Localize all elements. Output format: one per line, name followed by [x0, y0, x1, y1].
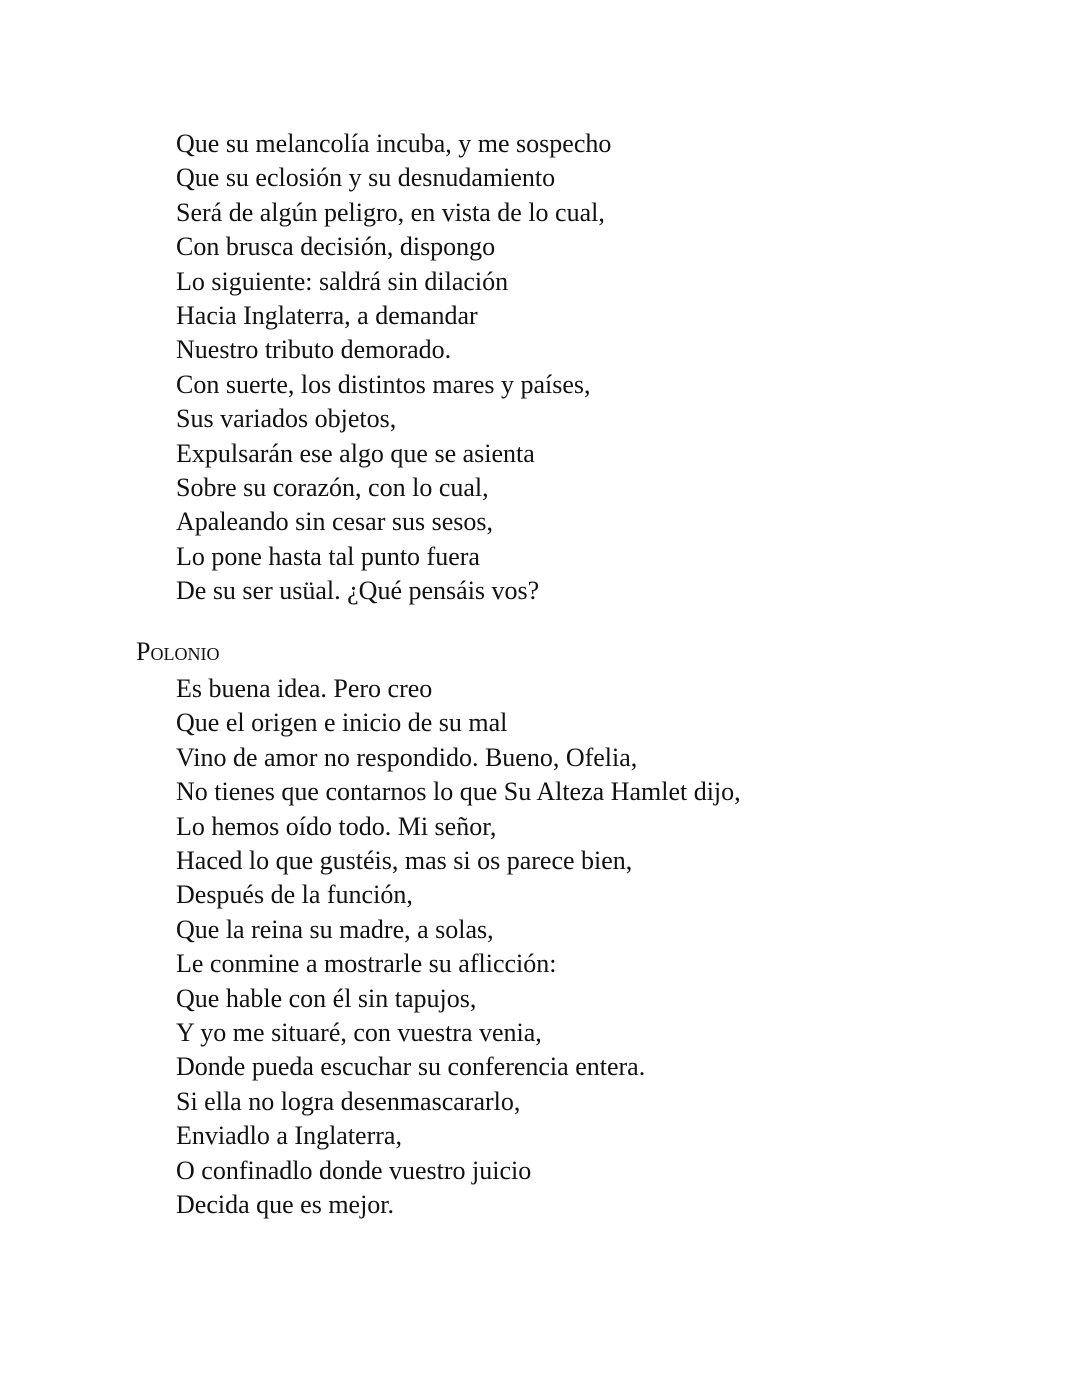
verse-line: Le conmine a mostrarle su aflicción: [176, 949, 557, 979]
verse-line: Si ella no logra desenmascararlo, [176, 1086, 521, 1116]
verse-line: Donde pueda escuchar su conferencia entera. [176, 1052, 646, 1082]
verse-line: Con brusca decisión, dispongo [176, 232, 496, 262]
verse-line: Hacia Inglaterra, a demandar [176, 301, 478, 331]
verse-line: Es buena idea. Pero creo [176, 674, 433, 703]
verse-line: De su ser usüal. ¿Qué pensáis vos? [176, 576, 540, 606]
verse-line: Lo siguiente: saldrá sin dilación [176, 266, 509, 296]
verse-line: Que su melancolía incuba, y me sospecho [176, 129, 612, 158]
verse-line: Haced lo que gustéis, mas si os parece bien, [176, 846, 633, 876]
verse-line: O confinadlo donde vuestro juicio [176, 1155, 532, 1185]
verse-line: Sus variados objetos, [176, 404, 397, 434]
verse-line: Que el origen e inicio de su mal [176, 708, 508, 738]
verse-line: Que su eclosión y su desnudamiento [176, 163, 556, 193]
verse-line: No tienes que contarnos lo que Su Alteza Hamlet dijo, [176, 777, 741, 807]
verse-stanza-1 [176, 127, 611, 609]
verse-stanza-2 [176, 672, 741, 1223]
verse-line: Apaleando sin cesar sus sesos, [176, 507, 493, 537]
verse-line: Expulsarán ese algo que se asienta [176, 438, 535, 468]
verse-line: Con suerte, los distintos mares y países, [176, 369, 591, 399]
verse-line: Que la reina su madre, a solas, [176, 914, 494, 944]
verse-line: Será de algún peligro, en vista de lo cual, [176, 197, 605, 227]
speaker-name: Polonio [136, 637, 220, 666]
verse-line: Nuestro tributo demorado. [176, 335, 452, 365]
verse-line: Vino de amor no respondido. Bueno, Ofelia, [176, 742, 638, 772]
verse-line: Después de la función, [176, 880, 413, 910]
verse-line: Lo hemos oído todo. Mi señor, [176, 811, 497, 841]
verse-line: Enviadlo a Inglaterra, [176, 1121, 402, 1151]
verse-line: Que hable con él sin tapujos, [176, 983, 477, 1013]
verse-line: Lo pone hasta tal punto fuera [176, 541, 480, 571]
verse-line: Y yo me situaré, con vuestra venia, [176, 1018, 542, 1048]
verse-line: Decida que es mejor. [176, 1190, 395, 1220]
verse-line: Sobre su corazón, con lo cual, [176, 473, 489, 503]
